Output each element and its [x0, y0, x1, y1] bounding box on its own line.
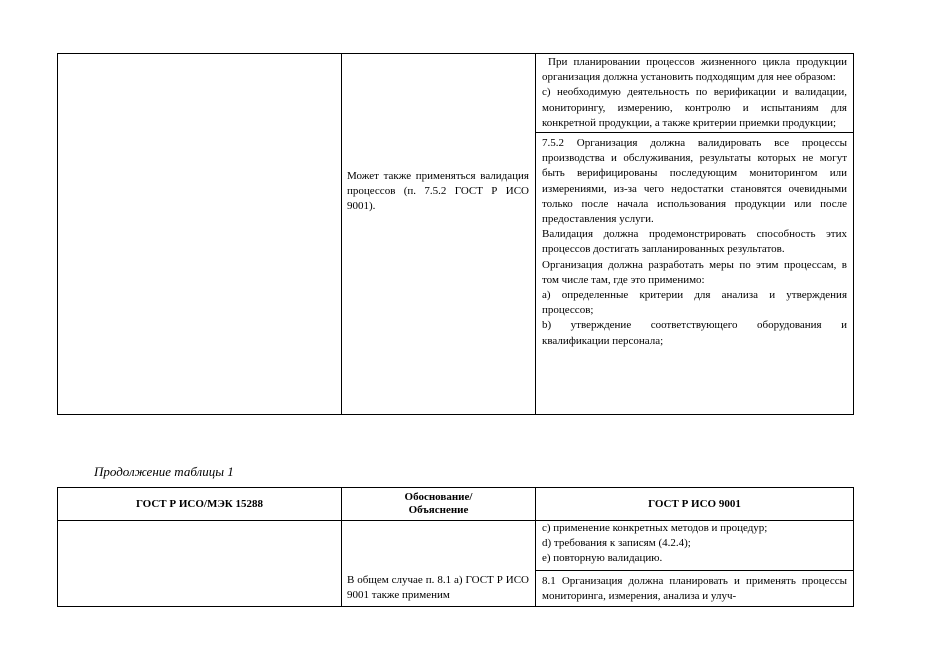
clause-8-1: 8.1 Организация должна планировать и применять процессы мониторинга, измерения, анализа и улуч- — [542, 574, 847, 602]
measures-paragraph: Организация должна разработать меры по этим процессам, в том числе там, где это применимо: — [542, 258, 847, 286]
justification-text: В общем случае п. 8.1 а) ГОСТ Р ИСО 9001 также применим — [347, 574, 529, 602]
table-caption: Продолжение таблицы 1 — [94, 464, 234, 479]
header-gost-15288: ГОСТ Р ИСО/МЭК 15288 — [58, 488, 342, 521]
table-row — [58, 54, 854, 415]
table-fragment-top — [57, 53, 854, 415]
table-fragment-bottom — [57, 487, 854, 607]
requirement-item-c: c) применение конкретных методов и процедур; — [542, 522, 768, 534]
cell-gost-9001 — [536, 54, 854, 415]
measures-item-a: a) определенные критерии для анализа и утверждения процессов; — [542, 289, 847, 317]
cell-gost-9001 — [536, 521, 854, 607]
row-divider — [536, 132, 853, 133]
validation-paragraph: Валидация должна продемонстрировать способность этих процессов достигать запланированных результатов. — [542, 228, 847, 256]
table-header-row — [58, 488, 854, 521]
cell-justification — [342, 521, 536, 607]
header-justification-line1: Обоснование/ — [404, 491, 473, 503]
justification-text: Может также применяться валидация процессов (п. 7.5.2 ГОСТ Р ИСО 9001). — [347, 170, 529, 213]
measures-item-b: b) утверждение соответствующего оборудования и квалификации персонала; — [542, 319, 847, 347]
cell-gost-15288 — [58, 521, 342, 607]
header-justification — [342, 488, 536, 521]
clause-7-5-2: 7.5.2 Организация должна валидировать все процессы производства и обслуживания, результаты которых не могут быть верифицированы последующим мониторингом или измерениями, из-за чего недостатки становятся очевидными только после начала использования продукции или после предоставления услуги. — [542, 137, 847, 226]
requirement-item-d: d) требования к записям (4.2.4); — [542, 537, 691, 550]
requirement-item-c: c) необходимую деятельность по верификации и валидации, мониторингу, измерению, контролю и испытаниям для конкретной продукции, а также критерии приемки продукции; — [542, 86, 847, 129]
requirement-item-e: e) повторную валидацию. — [542, 552, 663, 565]
row-divider — [536, 570, 853, 571]
cell-gost-15288 — [58, 54, 342, 415]
table-row — [58, 521, 854, 607]
requirement-intro: При планировании процессов жизненного цикла продукции организация должна установить подходящим для нее образом: — [542, 56, 847, 84]
cell-justification — [342, 54, 536, 415]
header-gost-9001: ГОСТ Р ИСО 9001 — [536, 488, 854, 521]
header-justification-line2: Объяснение — [408, 504, 469, 516]
